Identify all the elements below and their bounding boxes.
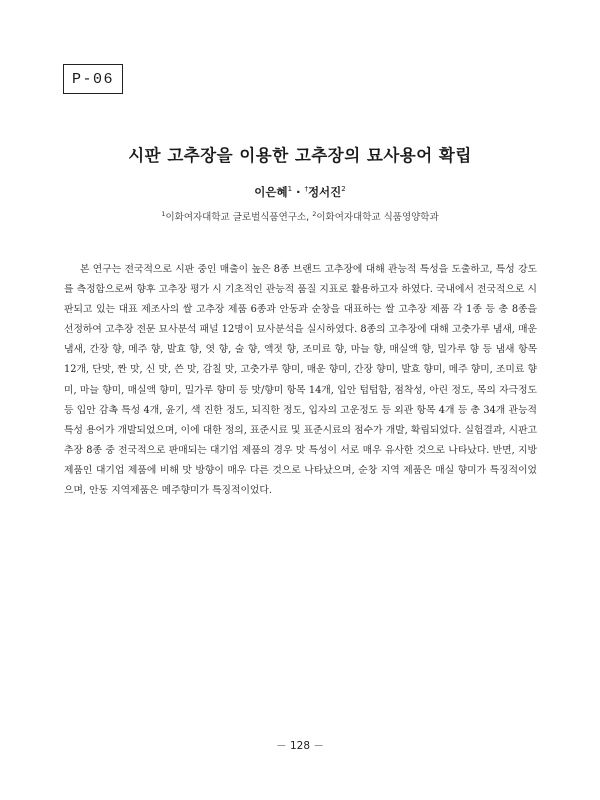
- paper-title: 시판 고추장을 이용한 고추장의 묘사용어 확립: [128, 146, 472, 165]
- author-affiliation-mark: 2: [341, 185, 346, 193]
- author-name: 이은혜: [254, 185, 288, 199]
- affiliation-text: 이화여자대학교 글로벌식품연구소,: [165, 212, 310, 223]
- corresponding-author-mark: †: [304, 185, 308, 193]
- author-separator: ·: [296, 185, 301, 199]
- affiliation-text: 이화여자대학교 식품영양학과: [316, 212, 439, 223]
- affiliation-mark: 1: [161, 210, 166, 218]
- affiliation-mark: 2: [312, 210, 317, 218]
- author-affiliation-mark: 1: [287, 185, 293, 193]
- page-number: － 128 －: [276, 740, 324, 752]
- author-name: 정서진: [307, 185, 342, 199]
- paper-id-box: [63, 64, 123, 94]
- author-line: [0, 184, 600, 200]
- paper-id: P-06: [71, 70, 114, 88]
- abstract-body: 본 연구는 전국적으로 시판 중인 매출이 높은 8종 브랜드 고추장에 대해 관능적 특성을 도출하고, 특성 강도를 측정함으로써 향후 고추장 평가 시 기초적인 관능적 품질 지표로 활용하고자 하였다. 국내에서 전국적으로 시판되고 있는 대표 제조사의 쌀 고추장 제품 6종과 안동과 순창을 대표하는 쌀 고추장 제품 각 1종 등 총 8종을 선정하여 고추장 전문 묘사분석 패널 12명이 묘사분석을 실시하였다. 8종의 고추장에 대해 고춧가루 냄새, 매운 냄새, 간장 향, 메주 향, 발효 향, 엿 향, 술 향, 액젓 향, 조미료 향, 마늘 향, 매실액 향, 밀가루 향 등 냄새 항목 12개, 단맛, 짠 맛, 신 맛, 쓴 맛, 감칠 맛, 고춧가루 향미, 매운 향미, 간장 향미, 발효 향미, 메주 향미, 조미료 향미, 마늘 향미, 매실액 향미, 밀가루 향미 등 맛/향미 항목 14개, 입안 텁텁함, 점착성, 아린 정도, 목의 자극정도 등 입안 감촉 특성 4개, 윤기, 색 진한 정도, 되직한 정도, 입자의 고운정도 등 외관 항목 4개 등 총 34개 관능적 특성 용어가 개발되었으며, 이에 대한 정의, 표준시료 및 표준시료의 점수가 개발, 확립되었다. 실험결과, 시판고추장 8종 중 전국적으로 판매되는 대기업 제품의 경우 맛 특성이 서로 매우 유사한 것으로 나타났다. 반면, 지방제품인 대기업 제품에 비해 맛 방향이 매우 다른 것으로 나타났으며, 순창 지역 제품은 매실 향미가 특징적이었으며, 안동 지역제품은 메주향미가 특징적이었다.: [64, 264, 537, 497]
- affiliation-line: [0, 209, 600, 223]
